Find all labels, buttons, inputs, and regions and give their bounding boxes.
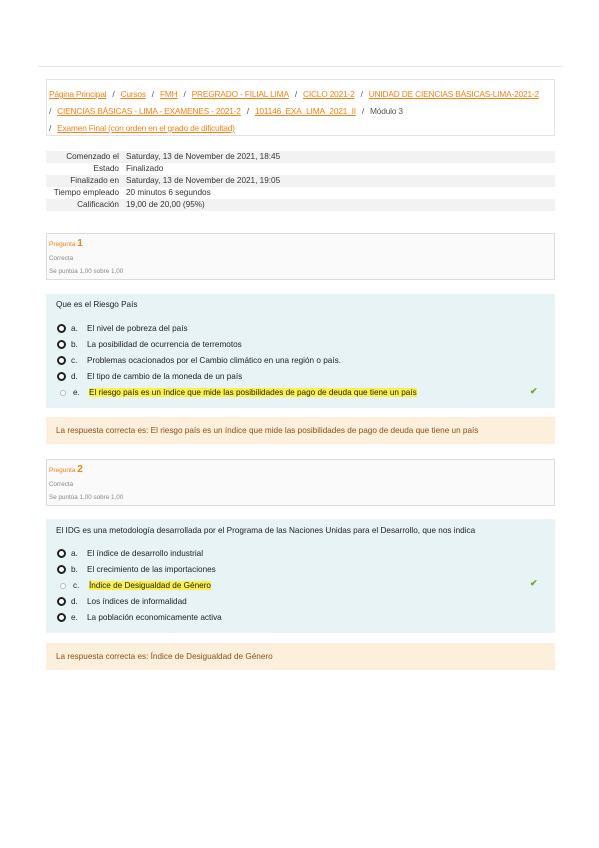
summary-label: Estado bbox=[93, 164, 119, 173]
option-text: Índice de Desigualdad de Género bbox=[89, 581, 211, 590]
option-d[interactable] bbox=[57, 597, 187, 606]
checkmark-icon: ✔ bbox=[530, 578, 538, 588]
summary-row-started bbox=[46, 151, 555, 163]
breadcrumb-separator: / bbox=[361, 106, 364, 116]
question-1-content bbox=[46, 294, 555, 408]
option-letter: c. bbox=[73, 581, 80, 590]
summary-value: 19,00 de 20,00 (95%) bbox=[126, 200, 205, 209]
breadcrumb bbox=[46, 79, 555, 136]
question-number bbox=[49, 464, 554, 476]
summary-row-time bbox=[46, 187, 555, 199]
breadcrumb-ciencias[interactable]: CIENCIAS BÁSICAS - LIMA - EXAMENES - 2021-2 bbox=[57, 106, 241, 116]
breadcrumb-separator: / bbox=[246, 106, 249, 116]
breadcrumb-separator: / bbox=[151, 89, 154, 99]
checkmark-icon: ✔ bbox=[530, 386, 538, 396]
radio-icon[interactable] bbox=[57, 597, 66, 606]
summary-value: Finalizado bbox=[126, 164, 164, 173]
question-grade: Se puntúa 1,00 sobre 1,00 bbox=[49, 494, 124, 501]
question-2-content bbox=[46, 519, 555, 633]
question-prefix: Pregunta bbox=[49, 241, 76, 248]
radio-selected-icon[interactable] bbox=[60, 583, 66, 589]
question-2-info bbox=[46, 459, 555, 506]
option-d[interactable] bbox=[57, 372, 242, 381]
radio-icon[interactable] bbox=[57, 549, 66, 558]
breadcrumb-courses[interactable]: Cursos bbox=[120, 89, 146, 99]
summary-row-finished bbox=[46, 175, 555, 187]
option-b[interactable] bbox=[57, 340, 242, 349]
question-number-value: 1 bbox=[77, 238, 83, 249]
summary-value: Saturday, 13 de November de 2021, 18:45 bbox=[126, 152, 281, 161]
option-c[interactable] bbox=[57, 356, 341, 365]
option-letter: d. bbox=[71, 597, 78, 606]
question-1-info bbox=[46, 233, 555, 280]
option-letter: d. bbox=[71, 372, 78, 381]
breadcrumb-unidad[interactable]: UNIDAD DE CIENCIAS BÁSICAS-LIMA-2021-2 bbox=[368, 89, 539, 99]
option-text: Los índices de informalidad bbox=[87, 597, 187, 606]
summary-label: Finalizado en bbox=[70, 176, 119, 185]
option-letter: e. bbox=[73, 388, 80, 397]
breadcrumb-separator: / bbox=[360, 89, 363, 99]
radio-icon[interactable] bbox=[57, 356, 66, 365]
option-letter: b. bbox=[71, 340, 78, 349]
radio-icon[interactable] bbox=[57, 324, 66, 333]
option-text: Problemas ocacionados por el Cambio climático en una región o país. bbox=[87, 356, 341, 365]
option-letter: e. bbox=[71, 613, 78, 622]
question-state: Correcta bbox=[49, 481, 74, 488]
option-e[interactable] bbox=[57, 613, 222, 622]
question-number-value: 2 bbox=[77, 464, 83, 475]
option-text: El riesgo país es un índice que mide las posibilidades de pago de deuda que tiene un país bbox=[89, 388, 417, 397]
option-a[interactable] bbox=[57, 324, 188, 333]
summary-row-grade bbox=[46, 199, 555, 211]
breadcrumb-fmh[interactable]: FMH bbox=[159, 89, 178, 99]
breadcrumb-separator: / bbox=[183, 89, 186, 99]
breadcrumb-module: Módulo 3 bbox=[370, 106, 403, 116]
top-divider bbox=[38, 66, 563, 67]
breadcrumb-home[interactable]: Página Principal bbox=[49, 89, 107, 99]
option-text: La población economicamente activa bbox=[87, 613, 222, 622]
option-letter: a. bbox=[71, 549, 78, 558]
summary-row-state bbox=[46, 163, 555, 175]
question-grade: Se puntúa 1,00 sobre 1,00 bbox=[49, 268, 124, 275]
radio-selected-icon[interactable] bbox=[60, 390, 66, 396]
option-letter: c. bbox=[71, 356, 78, 365]
option-text: El tipo de cambio de la moneda de un país bbox=[87, 372, 243, 381]
option-b[interactable] bbox=[57, 565, 216, 574]
question-number bbox=[49, 238, 554, 250]
option-c-selected[interactable] bbox=[57, 581, 211, 590]
breadcrumb-separator: / bbox=[49, 123, 52, 133]
radio-icon[interactable] bbox=[57, 613, 66, 622]
attempt-summary-table bbox=[46, 151, 555, 211]
summary-label: Comenzado el bbox=[66, 152, 119, 161]
breadcrumb-course[interactable]: 101146_EXA_LIMA_2021_II bbox=[254, 106, 356, 116]
option-text: El crecimiento de las importaciones bbox=[87, 565, 216, 574]
breadcrumb-separator: / bbox=[112, 89, 115, 99]
question-1-feedback: La respuesta correcta es: El riesgo país es un índice que mide las posibilidades de pago de deuda que tiene un país bbox=[46, 417, 555, 444]
option-letter: b. bbox=[71, 565, 78, 574]
breadcrumb-separator: / bbox=[49, 106, 52, 116]
option-e-selected[interactable] bbox=[57, 388, 417, 397]
option-text: La posibilidad de ocurrencia de terremotos bbox=[87, 340, 242, 349]
question-state: Correcta bbox=[49, 255, 74, 262]
option-text: El nivel de pobreza del país bbox=[87, 324, 188, 333]
summary-value: Saturday, 13 de November de 2021, 19:05 bbox=[126, 176, 281, 185]
radio-icon[interactable] bbox=[57, 565, 66, 574]
option-a[interactable] bbox=[57, 549, 203, 558]
breadcrumb-ciclo[interactable]: CICLO 2021-2 bbox=[302, 89, 355, 99]
radio-icon[interactable] bbox=[57, 372, 66, 381]
question-text: El IDG es una metodología desarrollada por el Programa de las Naciones Unidas para el Desarrollo, que nos indica bbox=[56, 526, 476, 535]
question-prefix: Pregunta bbox=[49, 467, 76, 474]
question-text: Que es el Riesgo País bbox=[56, 300, 138, 309]
radio-icon[interactable] bbox=[57, 340, 66, 349]
summary-label: Tiempo empleado bbox=[53, 188, 119, 197]
option-text: El índice de desarrollo industrial bbox=[87, 549, 204, 558]
breadcrumb-exam[interactable]: Examen Final (con orden en el grado de dificultad) bbox=[57, 123, 235, 133]
option-letter: a. bbox=[71, 324, 78, 333]
summary-label: Calificación bbox=[77, 200, 119, 209]
breadcrumb-separator: / bbox=[294, 89, 297, 99]
summary-value: 20 minutos 6 segundos bbox=[126, 188, 211, 197]
breadcrumb-pregrado[interactable]: PREGRADO - FILIAL LIMA bbox=[191, 89, 289, 99]
question-2-feedback: La respuesta correcta es: Índice de Desigualdad de Género bbox=[46, 643, 555, 670]
